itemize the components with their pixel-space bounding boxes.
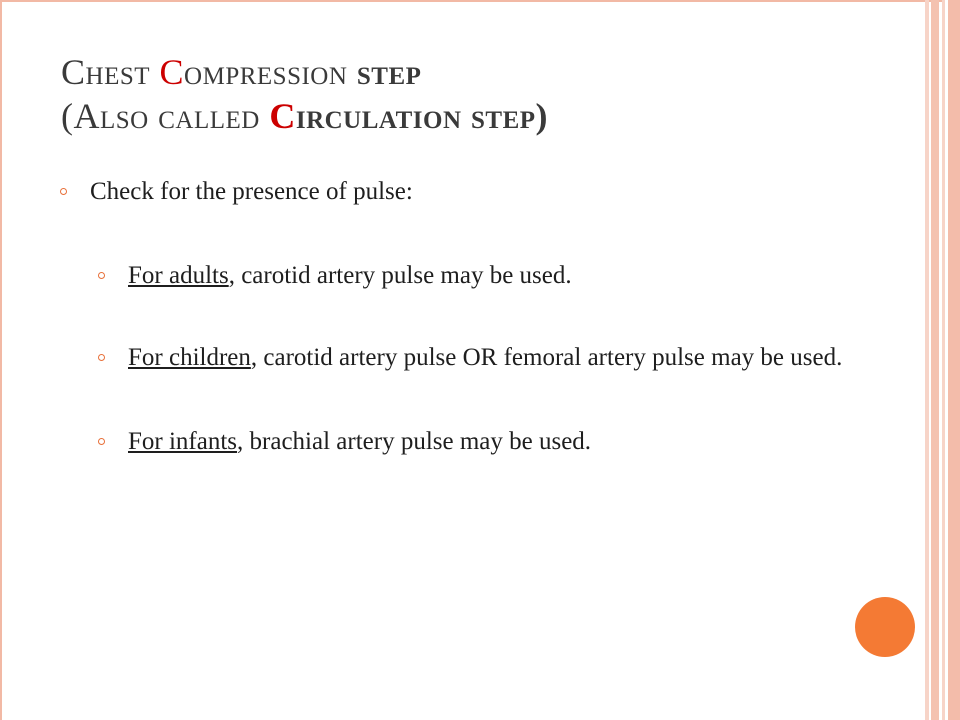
sub-bullet-item: [90, 342, 872, 373]
sub-bullet-item: [90, 426, 872, 457]
title-line-2: [61, 94, 881, 138]
bullet-text: , brachial artery pulse may be used.: [237, 428, 592, 455]
title-word: lso: [100, 96, 149, 136]
circle-bullet-icon: [98, 438, 105, 445]
title-initial: A: [73, 96, 100, 136]
title-word: hest: [85, 52, 151, 92]
bullet-item: [52, 176, 872, 207]
title-paren: (: [61, 96, 74, 136]
title-word: irculation: [295, 96, 462, 136]
side-bar: [942, 0, 945, 720]
bullet-text: , carotid artery pulse OR femoral artery pulse may be used.: [250, 344, 843, 371]
sub-bullet-item: [90, 260, 872, 291]
bullet-underlined-lead: For infants: [128, 428, 238, 455]
side-bar: [925, 0, 929, 720]
title-word: ompression: [184, 52, 348, 92]
side-bar: [931, 0, 939, 720]
circle-bullet-icon: [98, 354, 105, 361]
title-word: step: [356, 52, 422, 92]
bullet-list: [52, 176, 872, 457]
title-word: step: [471, 96, 536, 136]
circle-bullet-icon: [60, 188, 67, 195]
title-line-1: [61, 50, 881, 94]
slide-title: [61, 50, 881, 138]
decorative-side-bars: [925, 0, 960, 720]
title-paren: ): [535, 96, 549, 136]
side-bar: [948, 0, 960, 720]
title-initial-accent: C: [269, 96, 296, 136]
bullet-text: , carotid artery pulse may be used.: [228, 262, 572, 289]
title-initial-accent: C: [159, 52, 185, 92]
title-initial: C: [61, 52, 86, 92]
bullet-text: Check for the presence of pulse:: [90, 178, 413, 205]
bullet-underlined-lead: For children: [128, 344, 251, 371]
bullet-underlined-lead: For adults: [128, 262, 229, 289]
circle-bullet-icon: [98, 272, 105, 279]
title-word: called: [158, 96, 260, 136]
decorative-orange-circle: [855, 597, 915, 657]
